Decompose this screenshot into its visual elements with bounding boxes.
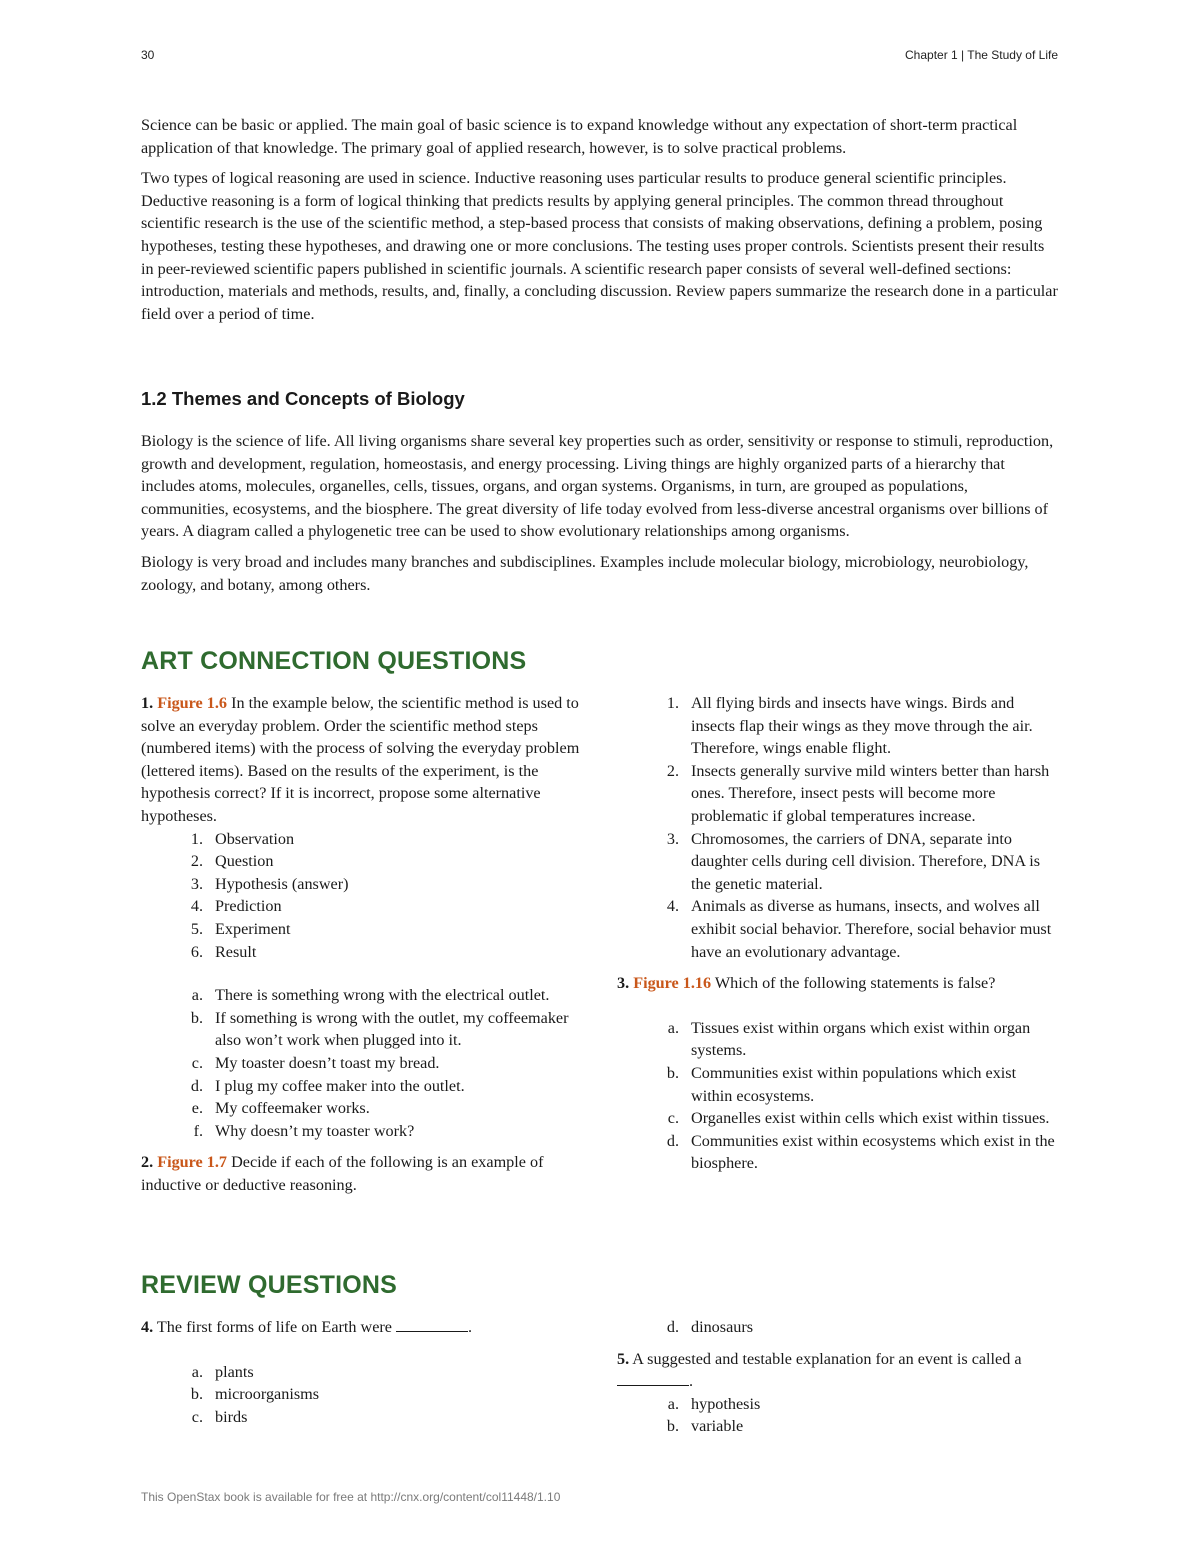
option-text: Communities exist within ecosystems which exist in the biosphere. (691, 1131, 1055, 1173)
question-text-end: . (468, 1318, 473, 1336)
art-questions-right-column (617, 692, 1059, 1175)
option-marker: a. (667, 1018, 679, 1037)
problem-events-list (141, 984, 586, 1142)
option-text: birds (215, 1407, 248, 1426)
option-marker: a. (667, 1394, 679, 1413)
option-text: microorganisms (215, 1385, 320, 1404)
question-4 (141, 1316, 586, 1428)
art-questions-left-column (141, 692, 586, 1196)
option-marker: a. (191, 1362, 203, 1381)
figure-link[interactable]: Figure 1.16 (633, 974, 712, 993)
list-item (141, 1052, 586, 1075)
figure-link[interactable]: Figure 1.6 (157, 694, 228, 712)
option-text: variable (691, 1417, 744, 1436)
answer-option[interactable] (617, 1062, 1059, 1107)
paragraph: Biology is very broad and includes many branches and subdisciplines. Examples include molecular biology, microbiology, neurobiology, zoology, and botany, among others. (141, 552, 1029, 594)
answer-option[interactable] (617, 1415, 1059, 1438)
list-item (141, 1097, 586, 1120)
paragraph: Biology is the science of life. All living organisms share several key properties such as order, sensitivity or response to stimuli, reproduction, growth and development, regulation, homeostasis, and energy processing. Living things are highly organized parts of a hierarchy that includes atoms, molecules, organelles, cells, tissues, organs, and organ systems. Organisms, in turn, are grouped as populations, communities, ecosystems, and the biosphere. The great diversity of life today evolved from less-diverse ancestral organisms over billions of years. A diagram called a phylogenetic tree can be used to show evolutionary relationships among organisms. (141, 432, 1054, 541)
list-marker: 3. (190, 874, 203, 893)
option-text: Tissues exist within organs which exist within organ systems. (691, 1018, 1031, 1060)
figure-link[interactable]: Figure 1.7 (157, 1153, 228, 1172)
list-item (141, 1007, 586, 1052)
question-4-stem (141, 1316, 586, 1339)
list-text: There is something wrong with the electrical outlet. (215, 986, 550, 1005)
option-text: Communities exist within populations which exist within ecosystems. (691, 1063, 1017, 1105)
section-text (141, 430, 1059, 604)
review-left-column (141, 1316, 586, 1428)
list-item (617, 895, 1059, 963)
answer-option[interactable] (141, 1383, 586, 1406)
question-3 (617, 972, 1059, 1175)
list-text: Result (215, 942, 257, 961)
answer-option[interactable] (141, 1406, 586, 1429)
page-footer: This OpenStax book is available for free at http://cnx.org/content/col11448/1.10 (141, 1490, 561, 1504)
list-text: My coffeemaker works. (215, 1099, 370, 1118)
list-item (617, 692, 1059, 760)
answer-blank (617, 1371, 689, 1386)
question-text: Decide if each of the following is an example of inductive or deductive reasoning. (141, 1153, 544, 1194)
list-marker: c. (191, 1053, 203, 1072)
list-item (141, 984, 586, 1007)
list-item (141, 873, 586, 896)
list-text: Experiment (215, 919, 291, 938)
question-text: A suggested and testable explanation for an event is called a (632, 1349, 1022, 1368)
review-questions-heading: REVIEW QUESTIONS (141, 1271, 398, 1299)
list-item (141, 1120, 586, 1143)
option-marker: d. (666, 1131, 679, 1150)
list-item (617, 828, 1059, 896)
option-marker: b. (666, 1063, 679, 1082)
list-item (617, 760, 1059, 828)
option-marker: b. (190, 1385, 203, 1404)
question-2-stem (141, 1151, 586, 1196)
list-text: Hypothesis (answer) (215, 874, 349, 893)
list-item (141, 895, 586, 918)
list-text: If something is wrong with the outlet, my coffeemaker also won’t work when plugged into it. (215, 1008, 569, 1050)
list-text: I plug my coffee maker into the outlet. (215, 1076, 465, 1095)
answer-option[interactable] (617, 1017, 1059, 1062)
list-text: My toaster doesn’t toast my bread. (215, 1053, 440, 1072)
intro-text (141, 114, 1059, 333)
list-marker: 1. (190, 829, 203, 848)
list-text: Observation (215, 829, 295, 848)
question-1 (141, 692, 586, 1142)
question-text: In the example below, the scientific method is used to solve an everyday problem. Order the scientific method steps (numbered items) with the process of solving the everyday problem (lettered items). Based on the results of the experiment, is the hypothesis correct? If it is incorrect, propose some alternative hypotheses. (141, 694, 580, 825)
question-number: 5. (617, 1349, 630, 1368)
option-marker: c. (191, 1407, 203, 1426)
list-text: Question (215, 852, 274, 871)
answer-options (617, 1017, 1059, 1175)
option-text: hypothesis (691, 1394, 761, 1413)
review-right-column (617, 1316, 1059, 1438)
option-marker: c. (667, 1109, 679, 1128)
list-marker: 2. (666, 761, 679, 780)
list-marker: 2. (190, 852, 203, 871)
paragraph: Science can be basic or applied. The main goal of basic science is to expand knowledge without any expectation of short-term practical application of that knowledge. The primary goal of applied research, however, is to solve practical problems. (141, 116, 1018, 157)
list-marker: 4. (666, 897, 679, 916)
list-marker: a. (191, 986, 203, 1005)
list-marker: d. (190, 1076, 203, 1095)
option-marker: d. (666, 1318, 679, 1336)
question-text-end: . (689, 1372, 694, 1391)
list-marker: b. (190, 1008, 203, 1027)
answer-options (617, 1393, 1059, 1438)
answer-option[interactable] (617, 1107, 1059, 1130)
list-marker: 3. (666, 829, 679, 848)
list-marker: 4. (190, 897, 203, 916)
method-steps-list (141, 828, 586, 964)
section-title: 1.2 Themes and Concepts of Biology (141, 388, 465, 409)
question-number: 1. (141, 694, 154, 712)
answer-options (141, 1361, 586, 1429)
list-text: All flying birds and insects have wings. Birds and insects flap their wings as they move through the air. Therefore, wings enable flight. (691, 694, 1033, 758)
question-text: The first forms of life on Earth were (156, 1318, 392, 1336)
list-text: Chromosomes, the carriers of DNA, separate into daughter cells during cell division. Therefore, DNA is the genetic material. (691, 829, 1040, 893)
list-marker: f. (193, 1121, 203, 1140)
question-number: 2. (141, 1153, 154, 1172)
list-marker: 6. (190, 942, 203, 961)
option-text: plants (215, 1362, 254, 1381)
option-text: dinosaurs (691, 1318, 754, 1336)
option-marker: b. (666, 1417, 679, 1436)
answer-option[interactable] (617, 1393, 1059, 1416)
list-item (141, 941, 586, 964)
answer-option[interactable] (141, 1361, 586, 1384)
answer-blank (396, 1317, 468, 1332)
list-text: Why doesn’t my toaster work? (215, 1121, 415, 1140)
answer-option[interactable] (617, 1130, 1059, 1175)
answer-options-continued (617, 1316, 1059, 1339)
list-item (141, 1075, 586, 1098)
list-marker: 1. (666, 694, 679, 712)
list-marker: 5. (190, 919, 203, 938)
question-number: 3. (617, 974, 630, 993)
question-1-stem (141, 692, 586, 828)
list-item (141, 828, 586, 851)
question-number: 4. (141, 1318, 154, 1336)
list-item (141, 850, 586, 873)
question-2 (141, 1151, 586, 1196)
question-5-stem (617, 1348, 1059, 1393)
question-3-stem (617, 972, 1059, 995)
question-5 (617, 1348, 1059, 1438)
option-text: Organelles exist within cells which exist within tissues. (691, 1109, 1050, 1128)
question-text: Which of the following statements is false? (714, 974, 996, 993)
list-text: Prediction (215, 897, 282, 916)
chapter-running-head: Chapter 1 | The Study of Life (905, 48, 1058, 62)
art-connection-heading: ART CONNECTION QUESTIONS (141, 647, 527, 675)
reasoning-examples-list (617, 692, 1059, 963)
list-marker: e. (191, 1099, 203, 1118)
list-item (141, 918, 586, 941)
answer-option[interactable] (617, 1316, 1059, 1339)
list-text: Insects generally survive mild winters better than harsh ones. Therefore, insect pests will become more problematic if global temperatures increase. (691, 761, 1050, 825)
page-number: 30 (141, 48, 155, 62)
list-text: Animals as diverse as humans, insects, and wolves all exhibit social behavior. Therefore, social behavior must have an evolutionary advantage. (691, 897, 1052, 961)
paragraph: Two types of logical reasoning are used in science. Inductive reasoning uses particular results to produce general scientific principles. Deductive reasoning is a form of logical thinking that predicts results by applying general principles. The common thread throughout scientific research is the use of the scientific method, a step-based process that consists of making observations, defining a problem, posing hypotheses, testing these hypotheses, and drawing one or more conclusions. The testing uses proper controls. Scientists present their results in peer-reviewed scientific papers published in scientific journals. A scientific research paper consists of several well-defined sections: introduction, materials and methods, results, and, finally, a concluding discussion. Review papers summarize the research done in a particular field over a period of time. (141, 169, 1058, 323)
